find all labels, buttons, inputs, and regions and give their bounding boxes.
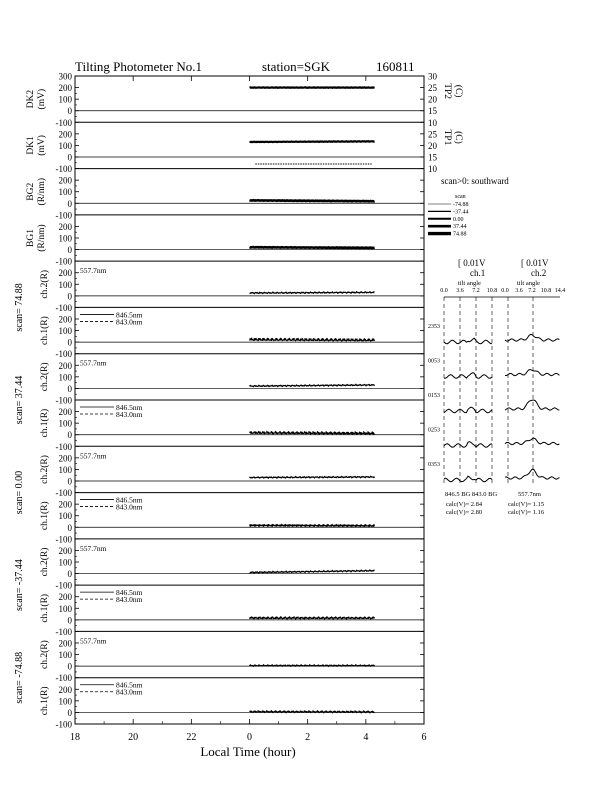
y-tick-label: 100 bbox=[58, 187, 72, 198]
panel-8 bbox=[39, 400, 424, 452]
y-axis-label: BG1 bbox=[26, 229, 36, 247]
panel-14 bbox=[39, 678, 424, 730]
y-axis-label: ch.1(R) bbox=[40, 408, 50, 438]
y-tick-label: -100 bbox=[55, 580, 72, 591]
inset-bottom-right-label: 557.7nm bbox=[518, 491, 541, 498]
y-tick-label: 200 bbox=[58, 499, 72, 510]
legend-557-label: 557.7nm bbox=[80, 451, 107, 461]
inset-time-label: 0153 bbox=[428, 393, 440, 399]
y-tick-label: 100 bbox=[58, 511, 72, 522]
scan-legend-header: scan bbox=[455, 194, 466, 200]
inset-trace-ch2 bbox=[505, 469, 559, 479]
panel-4 bbox=[26, 215, 424, 267]
y-axis-label: ch.1(R) bbox=[40, 501, 50, 531]
inset-tilt-tick: 14.4 bbox=[554, 288, 566, 294]
legend-843-label: 843.0nm bbox=[116, 502, 143, 512]
inset-trace-ch2 bbox=[505, 370, 559, 376]
x-axis-title: Local Time (hour) bbox=[200, 744, 296, 759]
y-tick-label: 200 bbox=[58, 221, 72, 232]
scan-legend bbox=[428, 176, 509, 238]
y-tick-label: 100 bbox=[58, 603, 72, 614]
y-tick-label: 100 bbox=[58, 94, 72, 105]
y-tick-label: -100 bbox=[55, 210, 72, 221]
series-line bbox=[250, 141, 375, 142]
right-tick-label: 20 bbox=[428, 94, 437, 105]
scan-legend-entry: 0.00 bbox=[453, 216, 464, 223]
inset-time-label: 2353 bbox=[428, 324, 440, 330]
inset-trace-ch1 bbox=[444, 373, 492, 379]
inset-tilt-tick: 7.2 bbox=[528, 288, 536, 294]
legend-557-label: 557.7nm bbox=[80, 358, 107, 368]
panel-12 bbox=[39, 585, 424, 637]
legend-557-label: 557.7nm bbox=[80, 266, 107, 276]
y-tick-label: -100 bbox=[55, 534, 72, 545]
chart-header bbox=[75, 59, 415, 74]
y-tick-label: 200 bbox=[58, 545, 72, 556]
right-axis-label: TP2 bbox=[442, 83, 452, 100]
y-tick-label: 200 bbox=[58, 129, 72, 140]
y-tick-label: -100 bbox=[55, 349, 72, 360]
inset-tilt-label-right: tilt angle bbox=[517, 280, 540, 287]
x-tick-label: 20 bbox=[128, 732, 139, 743]
inset-trace-ch1 bbox=[444, 442, 492, 448]
scan-legend-entry: 74.88 bbox=[453, 231, 467, 238]
inset-trace-ch1 bbox=[444, 476, 492, 482]
y-tick-label: 100 bbox=[58, 418, 72, 429]
inset-tilt-tick: 7.2 bbox=[472, 288, 480, 294]
y-tick-label: -100 bbox=[55, 626, 72, 637]
y-tick-label: 200 bbox=[58, 638, 72, 649]
inset-tilt-label-left: tilt angle bbox=[458, 280, 481, 287]
y-tick-label: 200 bbox=[58, 592, 72, 603]
right-tick-label: 10 bbox=[428, 164, 437, 175]
legend-557-label: 557.7nm bbox=[80, 543, 107, 553]
right-tick-label: 15 bbox=[428, 152, 437, 163]
y-tick-label: 0 bbox=[67, 569, 72, 580]
panel-2 bbox=[26, 122, 464, 174]
panel-10 bbox=[39, 493, 424, 545]
inset-scale-left: [ 0.01V bbox=[458, 258, 486, 268]
right-tick-label: 10 bbox=[428, 117, 437, 128]
scan-label: scan= 0.00 bbox=[14, 470, 25, 515]
panel-6 bbox=[39, 307, 424, 359]
inset-calc-right: calc(V)= 1.16 bbox=[508, 509, 545, 516]
y-axis-label: (R/nm) bbox=[37, 177, 47, 206]
y-tick-label: 200 bbox=[58, 268, 72, 279]
y-tick-label: 200 bbox=[58, 314, 72, 325]
y-tick-label: 100 bbox=[58, 650, 72, 661]
panel-7 bbox=[39, 354, 424, 406]
y-axis-label: BG2 bbox=[26, 182, 36, 201]
legend-846-label: 846.5nm bbox=[116, 310, 143, 320]
panel-5 bbox=[39, 261, 424, 313]
inset-trace-ch2 bbox=[505, 438, 559, 445]
inset-tilt-tick: 0.0 bbox=[501, 288, 509, 294]
panel-13 bbox=[39, 631, 424, 683]
x-tick-label: 6 bbox=[421, 732, 427, 743]
inset-tilt-tick: 10.8 bbox=[540, 288, 552, 294]
y-axis-label: (mV) bbox=[37, 135, 47, 156]
scan-label: scan= 74.88 bbox=[14, 283, 25, 332]
y-tick-label: 100 bbox=[58, 557, 72, 568]
x-tick-label: 22 bbox=[186, 732, 197, 743]
legend-846-label: 846.5nm bbox=[116, 588, 143, 598]
y-tick-label: 100 bbox=[58, 233, 72, 244]
x-tick-label: 18 bbox=[70, 732, 80, 743]
right-tick-label: 25 bbox=[428, 83, 437, 94]
inset-time-label: 0253 bbox=[428, 427, 440, 434]
series-line bbox=[250, 384, 375, 386]
scan-label: scan= 37.44 bbox=[14, 375, 25, 425]
y-tick-label: 0 bbox=[67, 337, 72, 348]
series-line bbox=[250, 247, 375, 248]
y-tick-label: 0 bbox=[67, 707, 72, 718]
y-axis-label: DK1 bbox=[26, 136, 36, 155]
y-tick-label: 0 bbox=[67, 152, 72, 163]
scan-label: scan= -74.88 bbox=[14, 651, 25, 704]
y-tick-label: 200 bbox=[58, 684, 72, 695]
inset-trace-ch2 bbox=[505, 334, 559, 341]
date-label: 160811 bbox=[376, 59, 415, 74]
y-axis-label: ch.2(R) bbox=[40, 455, 50, 484]
y-tick-label: -100 bbox=[55, 719, 72, 730]
inset-tilt-tick: 10.8 bbox=[486, 288, 498, 294]
inset-calc-right: calc(V)= 1.15 bbox=[508, 501, 545, 508]
tilt-inset bbox=[428, 258, 565, 516]
y-tick-label: 200 bbox=[58, 453, 72, 464]
y-tick-label: 200 bbox=[58, 175, 72, 186]
y-axis-label: (R/nm) bbox=[37, 224, 47, 252]
y-axis-label: ch.2(R) bbox=[40, 547, 50, 577]
legend-557-label: 557.7nm bbox=[80, 636, 107, 646]
panel-stack bbox=[14, 72, 464, 730]
inset-trace-ch1 bbox=[444, 338, 492, 344]
y-tick-label: -100 bbox=[55, 117, 72, 128]
inset-time-label: 0353 bbox=[428, 462, 440, 468]
right-tick-label: 25 bbox=[428, 129, 437, 140]
x-tick-label: 0 bbox=[247, 732, 252, 743]
series-line bbox=[250, 292, 375, 294]
y-axis-label: ch.2(R) bbox=[40, 269, 50, 299]
inset-channel-left: ch.1 bbox=[470, 268, 486, 278]
y-axis-label: (mV) bbox=[37, 88, 47, 110]
x-tick-label: 2 bbox=[305, 732, 311, 743]
y-axis-label: ch.2(R) bbox=[40, 362, 50, 392]
y-axis-label: ch.1(R) bbox=[40, 686, 50, 716]
y-tick-label: 0 bbox=[67, 245, 72, 256]
right-tick-label: 20 bbox=[428, 140, 437, 151]
chart-title: Tilting Photometer No.1 bbox=[75, 59, 203, 74]
y-axis-label: ch.1(R) bbox=[40, 316, 50, 345]
y-tick-label: 0 bbox=[67, 106, 72, 117]
y-tick-label: 100 bbox=[58, 464, 72, 475]
legend-843-label: 843.0nm bbox=[116, 595, 143, 605]
inset-tilt-tick: 3.6 bbox=[456, 288, 464, 294]
y-tick-label: 100 bbox=[58, 326, 72, 337]
y-tick-label: -100 bbox=[55, 256, 72, 267]
right-axis-label: (C) bbox=[453, 84, 463, 98]
inset-tilt-tick: 3.6 bbox=[515, 288, 523, 294]
panel-1 bbox=[26, 72, 464, 128]
y-tick-label: 200 bbox=[58, 83, 72, 94]
legend-846-label: 846.5nm bbox=[116, 495, 143, 505]
inset-calc-left: calc(V)= 2.84 bbox=[446, 501, 483, 508]
series-line bbox=[250, 200, 375, 201]
y-tick-label: -100 bbox=[55, 395, 72, 406]
y-tick-label: 0 bbox=[67, 291, 72, 302]
series-line bbox=[250, 570, 375, 573]
legend-843-label: 843.0nm bbox=[116, 410, 143, 419]
legend-843-label: 843.0nm bbox=[116, 317, 143, 327]
scan-legend-entry: -74.88 bbox=[453, 202, 469, 208]
y-tick-label: 0 bbox=[67, 198, 72, 209]
y-tick-label: 0 bbox=[67, 476, 72, 487]
y-tick-label: -100 bbox=[55, 488, 72, 499]
x-tick-label: 4 bbox=[363, 732, 369, 743]
panel-3 bbox=[26, 169, 424, 221]
y-tick-label: 100 bbox=[58, 140, 72, 151]
station-label: station=SGK bbox=[262, 59, 331, 74]
y-axis-label: ch.2(R) bbox=[40, 640, 50, 669]
inset-scale-right: [ 0.01V bbox=[521, 258, 549, 268]
y-tick-label: -100 bbox=[55, 302, 72, 313]
inset-trace-ch2 bbox=[505, 400, 559, 410]
y-tick-label: 0 bbox=[67, 383, 72, 394]
inset-trace-ch1 bbox=[444, 407, 492, 413]
y-tick-label: -100 bbox=[55, 441, 72, 452]
scan-legend-entry: -37.44 bbox=[453, 209, 469, 216]
y-tick-label: 300 bbox=[58, 71, 72, 82]
series-line bbox=[250, 476, 375, 478]
right-axis-label: (C) bbox=[453, 131, 463, 144]
series-line bbox=[250, 87, 375, 88]
y-tick-label: 100 bbox=[58, 279, 72, 290]
y-tick-label: 100 bbox=[58, 372, 72, 383]
y-tick-label: 0 bbox=[67, 661, 72, 672]
inset-channel-right: ch.2 bbox=[531, 268, 547, 278]
legend-846-label: 846.5nm bbox=[116, 403, 143, 412]
inset-time-label: 0053 bbox=[428, 358, 440, 365]
y-axis-label: ch.1(R) bbox=[40, 593, 50, 623]
y-tick-label: 100 bbox=[58, 696, 72, 707]
scan-legend-entry: 37.44 bbox=[453, 224, 467, 231]
scan-label: scan= -37.44 bbox=[14, 559, 25, 612]
inset-bottom-left-label: 846.5 BG 843.0 BG bbox=[445, 491, 498, 498]
legend-846-label: 846.5nm bbox=[116, 680, 143, 690]
scan-legend-title: scan>0: southward bbox=[441, 176, 509, 186]
y-tick-label: -100 bbox=[55, 164, 72, 175]
y-tick-label: 0 bbox=[67, 430, 72, 441]
panel-9 bbox=[39, 446, 424, 498]
y-tick-label: -100 bbox=[55, 673, 72, 684]
y-axis-label: DK2 bbox=[26, 89, 36, 109]
inset-tilt-tick: 0.0 bbox=[440, 288, 448, 294]
panel-11 bbox=[39, 539, 424, 591]
right-tick-label: 30 bbox=[428, 71, 437, 82]
inset-calc-left: calc(V)= 2.80 bbox=[446, 509, 483, 516]
y-tick-label: 200 bbox=[58, 407, 72, 418]
y-tick-label: 0 bbox=[67, 522, 72, 533]
right-tick-label: 15 bbox=[428, 106, 437, 117]
y-tick-label: 200 bbox=[58, 360, 72, 371]
legend-843-label: 843.0nm bbox=[116, 687, 143, 697]
right-axis-label: TP1 bbox=[442, 129, 452, 146]
y-tick-label: 0 bbox=[67, 615, 72, 626]
